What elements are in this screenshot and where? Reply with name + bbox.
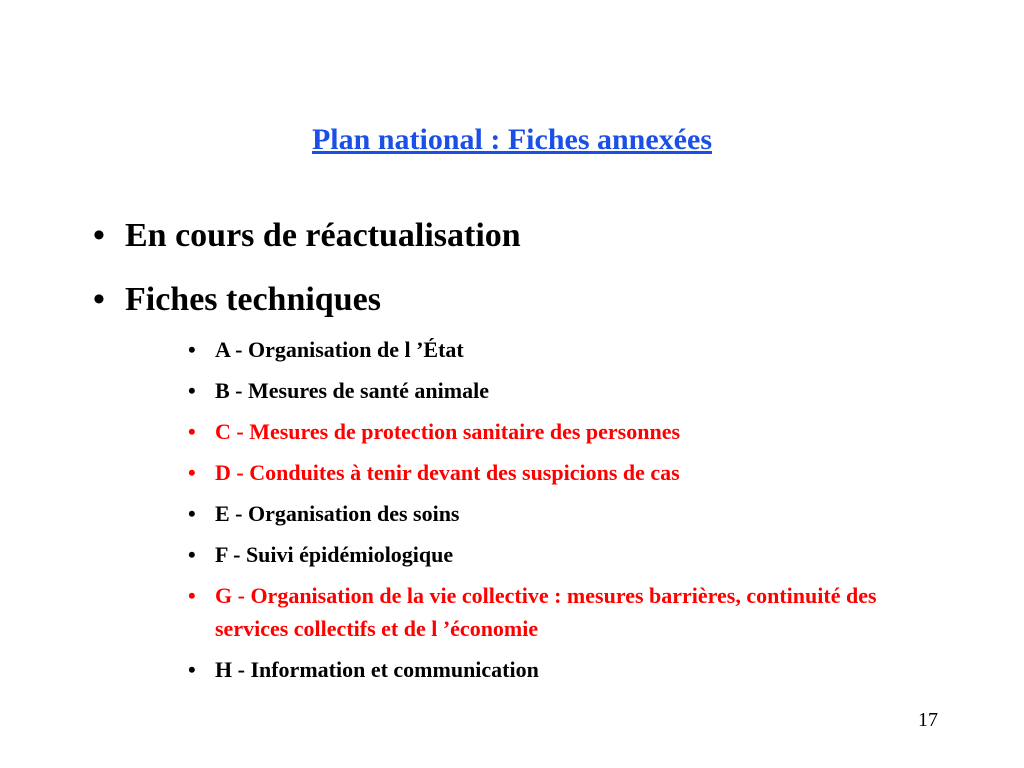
sub-bullet-text: G - Organisation de la vie collective : mesures barrières, continuité des services collectifs et de l ’économie [215, 583, 877, 641]
page-number: 17 [918, 709, 938, 731]
bullet-text: Fiches techniques [125, 281, 381, 318]
bullet-item [93, 280, 381, 320]
sub-bullet-dot-icon: • [188, 501, 196, 526]
bullet-text: En cours de réactualisation [125, 217, 521, 254]
sub-bullet-item [188, 579, 935, 645]
sub-bullet-dot-icon: • [188, 583, 196, 608]
sub-bullet-dot-icon: • [188, 419, 196, 444]
bullet-item [93, 216, 521, 256]
sub-bullet-item [188, 374, 935, 407]
sub-bullet-text: D - Conduites à tenir devant des suspicions de cas [215, 460, 680, 485]
sub-bullet-item [188, 653, 935, 686]
sub-bullet-text: H - Information et communication [215, 657, 539, 682]
sub-bullet-dot-icon: • [188, 657, 196, 682]
sub-bullet-dot-icon: • [188, 378, 196, 403]
sub-bullet-item [188, 456, 935, 489]
sub-bullet-dot-icon: • [188, 337, 196, 362]
bullet-dot-icon: • [93, 281, 105, 318]
sub-bullet-text: C - Mesures de protection sanitaire des personnes [215, 419, 681, 444]
sub-bullet-text: A - Organisation de l ’État [215, 337, 464, 362]
sub-bullet-text: B - Mesures de santé animale [215, 378, 489, 403]
sub-bullet-dot-icon: • [188, 460, 196, 485]
sub-bullet-item [188, 333, 935, 366]
sub-bullet-item [188, 538, 935, 571]
slide-title: Plan national : Fiches annexées [311, 123, 712, 156]
sub-bullet-dot-icon: • [188, 542, 196, 567]
sub-bullet-text: E - Organisation des soins [215, 501, 460, 526]
sub-bullet-item [188, 497, 935, 530]
sub-bullet-item [188, 415, 935, 448]
bullet-dot-icon: • [93, 217, 105, 254]
sub-bullet-text: F - Suivi épidémiologique [215, 542, 454, 567]
